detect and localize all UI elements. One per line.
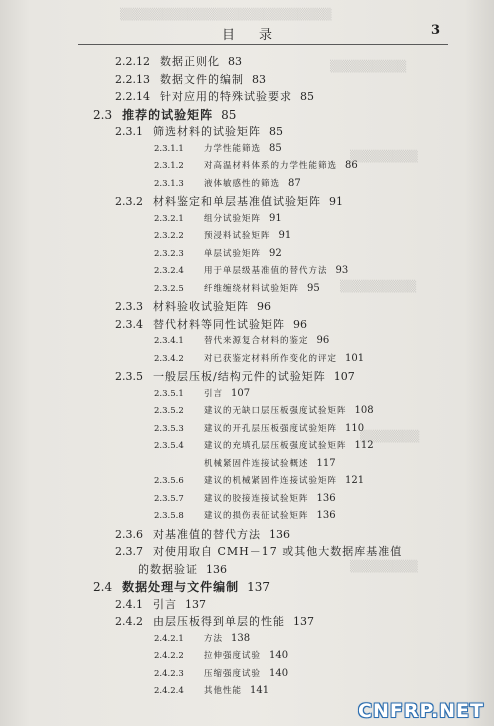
toc-entry-title: 纤维缠绕材料试验矩阵	[204, 283, 300, 294]
toc-entry-page: 85	[221, 107, 237, 122]
toc-entry-page: 96	[316, 335, 330, 346]
toc-entry	[93, 581, 270, 593]
toc-entry-page: 117	[316, 457, 336, 469]
toc-entry-number: 2.3.2.4	[154, 266, 184, 276]
toc-entry-number: 2.4	[93, 580, 113, 594]
toc-entry	[154, 179, 301, 189]
toc-entry-number: 2.3.5.6	[154, 476, 184, 486]
toc-entry-number: 2.3.5.2	[154, 406, 184, 416]
toc-entry-title: 用于单层级基准值的替代方法	[204, 266, 328, 276]
toc-entry-page: 137	[185, 597, 206, 611]
toc-entry-page: 107	[333, 370, 355, 383]
toc-entry-number: 2.3.5.7	[154, 493, 184, 504]
toc-entry-number: 2.4.2.3	[154, 668, 184, 679]
toc-entry-number: 2.3.3	[115, 300, 143, 313]
toc-entry-page: 95	[307, 282, 320, 294]
toc-entry-page: 83	[228, 55, 242, 68]
toc-entry	[154, 511, 336, 521]
toc-entry-number: 2.3.5	[115, 370, 143, 383]
toc-entry-number: 2.3.1.3	[154, 178, 184, 189]
toc-entry-page: 137	[293, 615, 314, 628]
toc-entry-title: 对使用取自 CMH－17 或其他大数据库基准值	[153, 545, 403, 558]
toc-entry-number: 2.3.1.1	[154, 143, 184, 154]
toc-entry	[115, 319, 307, 330]
toc-entry-title: 对基准值的替代方法	[153, 527, 261, 541]
toc-entry-number: 2.3.2.5	[154, 283, 184, 294]
toc-entry-number: 2.3.4	[115, 317, 143, 331]
toc-entry-page: 85	[269, 125, 283, 138]
toc-entry-page: 101	[345, 352, 365, 364]
toc-entry	[115, 599, 206, 610]
toc-entry	[115, 74, 266, 85]
toc-entry-title: 针对应用的特殊试验要求	[160, 90, 292, 103]
toc-entry	[154, 284, 320, 294]
toc-entry-title: 建议的开孔层压板强度试验矩阵	[204, 423, 338, 434]
toc-entry-number: 2.3.2.2	[154, 231, 184, 241]
toc-entry	[154, 161, 358, 171]
bleed-through-text: ▒▒▒▒▒▒▒	[360, 430, 420, 443]
bleed-through-text: ▒▒▒▒▒▒▒▒	[350, 560, 418, 573]
toc-entry-title: 替代来源复合材料的鉴定	[204, 336, 309, 346]
toc-entry-page: 92	[269, 247, 282, 259]
toc-entry	[115, 56, 242, 67]
toc-entry-number: 2.3.5.8	[154, 511, 184, 521]
toc-entry-page: 140	[269, 650, 289, 661]
toc-entry-title: 组分试验矩阵	[204, 213, 262, 224]
toc-entry-page: 96	[293, 317, 307, 331]
toc-entry-title: 替代材料等同性试验矩阵	[153, 317, 285, 331]
toc-entry-title: 数据处理与文件编制	[122, 580, 240, 594]
toc-entry-title: 材料验收试验矩阵	[153, 300, 249, 313]
toc-entry-title: 材料鉴定和单层基准值试验矩阵	[153, 195, 321, 208]
toc-entry	[154, 266, 348, 276]
toc-entry	[154, 144, 282, 154]
toc-entry-title: 拉伸强度试验	[204, 651, 262, 661]
toc-entry-number: 2.3.1.2	[154, 161, 184, 171]
toc-entry-page: 136	[269, 527, 290, 541]
toc-entry	[115, 301, 271, 312]
toc-entry-number: 2.4.2.2	[154, 651, 184, 661]
toc-entry	[154, 441, 374, 451]
toc-entry-title: 对高温材料体系的力学性能筛选	[204, 161, 338, 171]
toc-entry	[154, 651, 288, 661]
header-title-char: 录	[259, 28, 275, 43]
toc-entry-title: 建议的充填孔层压板强度试验矩阵	[204, 441, 347, 451]
toc-entry-title: 建议的无缺口层压板强度试验矩阵	[204, 406, 347, 416]
toc-entry	[115, 546, 410, 557]
site-watermark: CNFRP.NET	[358, 700, 484, 722]
toc-entry-title: 力学性能筛选	[204, 143, 262, 154]
toc-entry-title: 的数据验证	[138, 562, 198, 576]
toc-entry-page: 136	[316, 510, 336, 521]
toc-entry	[154, 669, 288, 679]
toc-entry	[154, 214, 282, 224]
toc-entry-title: 液体敏感性的筛选	[204, 178, 281, 189]
toc-entry-page: 96	[257, 300, 271, 313]
toc-entry-title: 引言	[153, 597, 177, 611]
toc-entry-number: 2.3.5.1	[154, 388, 184, 399]
toc-entry-number: 2.4.2.1	[154, 633, 184, 644]
toc-entry-page: 108	[354, 405, 374, 416]
toc-entry-title: 筛选材料的试验矩阵	[153, 125, 261, 138]
bleed-through-text: ▒▒▒▒▒▒▒▒▒▒▒▒▒▒▒▒▒▒▒▒▒▒▒▒▒	[120, 8, 332, 21]
toc-entry	[93, 109, 236, 121]
toc-entry-title: 一般层压板/结构元件的试验矩阵	[153, 370, 326, 383]
toc-entry-number: 2.2.12	[115, 55, 150, 68]
toc-entry	[154, 389, 250, 399]
toc-entry-number: 2.2.14	[115, 90, 150, 103]
toc-entry-page: 112	[354, 440, 374, 451]
toc-entry	[154, 354, 364, 364]
toc-entry	[115, 91, 314, 102]
toc-entry-number: 2.3	[93, 107, 113, 122]
toc-entry-title: 由层压板得到单层的性能	[153, 615, 285, 628]
toc-entry-number: 2.3.4.1	[154, 336, 184, 346]
toc-entry-page: 110	[345, 422, 365, 434]
toc-entry-page: 83	[252, 72, 266, 86]
toc-entry	[154, 231, 291, 241]
toc-entry-page: 121	[345, 475, 365, 486]
toc-entry-page: 141	[250, 685, 270, 696]
toc-entry-page: 85	[269, 142, 282, 154]
toc-entry-page: 91	[329, 195, 343, 208]
toc-entry	[154, 406, 374, 416]
toc-entry-number: 2.3.6	[115, 527, 143, 541]
bleed-through-text: ▒▒▒▒▒▒▒▒▒	[330, 60, 407, 73]
toc-entry-number: 2.3.2.3	[154, 248, 184, 259]
toc-entry	[154, 249, 282, 259]
toc-entry-title: 对已获鉴定材料所作变化的评定	[204, 353, 338, 364]
toc-entry-number: 2.3.1	[115, 125, 143, 138]
toc-entry-number: 2.3.5.4	[154, 441, 184, 451]
toc-entry-number: 2.4.2.4	[154, 686, 184, 696]
toc-entry-number: 2.4.2	[115, 615, 143, 628]
toc-entry-title: 引言	[204, 388, 224, 399]
toc-entry-number: 2.2.13	[115, 72, 150, 86]
toc-entry	[115, 196, 343, 207]
header-title-char: 目	[222, 28, 238, 43]
toc-entry-title: 数据文件的编制	[160, 72, 244, 86]
toc-entry-page: 136	[206, 562, 227, 576]
toc-entry-page: 107	[231, 387, 251, 399]
page-number: 3	[431, 23, 441, 38]
toc-entry	[154, 459, 336, 469]
toc-entry-title: 单层试验矩阵	[204, 248, 262, 259]
toc-entry	[115, 616, 314, 627]
toc-entry	[154, 494, 336, 504]
toc-entry-page: 86	[345, 160, 358, 171]
toc-entry-title: 预浸料试验矩阵	[204, 231, 271, 241]
toc-entry-title: 数据正则化	[160, 55, 220, 68]
toc-entry-title: 建议的损伤表征试验矩阵	[204, 511, 309, 521]
toc-entry-page: 85	[300, 90, 314, 103]
bleed-through-text: ▒▒▒▒▒▒▒▒▒	[340, 280, 417, 293]
toc-entry-page: 136	[316, 492, 336, 504]
toc-entry-title: 推荐的试验矩阵	[122, 107, 214, 122]
toc-entry-title: 方法	[204, 633, 224, 644]
toc-entry-title: 压缩强度试验	[204, 668, 262, 679]
toc-entry-page: 138	[231, 632, 251, 644]
toc-entry	[154, 336, 329, 346]
toc-entry-title: 建议的机械紧固件连接试验矩阵	[204, 476, 338, 486]
toc-entry-title: 机械紧固件连接试验概述	[204, 458, 309, 469]
toc-entry-page: 91	[278, 230, 292, 241]
toc-entry	[115, 371, 355, 382]
toc-entry-page: 137	[247, 580, 271, 594]
toc-entry	[154, 476, 364, 486]
toc-entry-number: 2.3.7	[115, 545, 143, 558]
toc-entry-number: 2.3.2	[115, 195, 143, 208]
toc-entry-number: 2.3.2.1	[154, 213, 184, 224]
toc-entry-page: 140	[269, 667, 289, 679]
toc-entry-page: 87	[288, 177, 301, 189]
toc-entry	[154, 634, 250, 644]
toc-entry-title: 其他性能	[204, 686, 243, 696]
bleed-through-text: ▒▒▒▒▒▒▒▒	[350, 150, 418, 163]
toc-entry-number: 2.4.1	[115, 597, 143, 611]
toc-entry	[115, 126, 283, 137]
toc-entry	[138, 564, 227, 575]
toc-entry	[154, 424, 364, 434]
toc-entry-page: 91	[269, 212, 282, 224]
toc-entry	[115, 529, 290, 540]
toc-entry-number: 2.3.4.2	[154, 353, 184, 364]
toc-entry-title: 建议的胶接连接试验矩阵	[204, 493, 309, 504]
toc-entry-page: 93	[335, 265, 349, 276]
toc-entry	[154, 686, 269, 696]
toc-entry-number: 2.3.5.3	[154, 423, 184, 434]
